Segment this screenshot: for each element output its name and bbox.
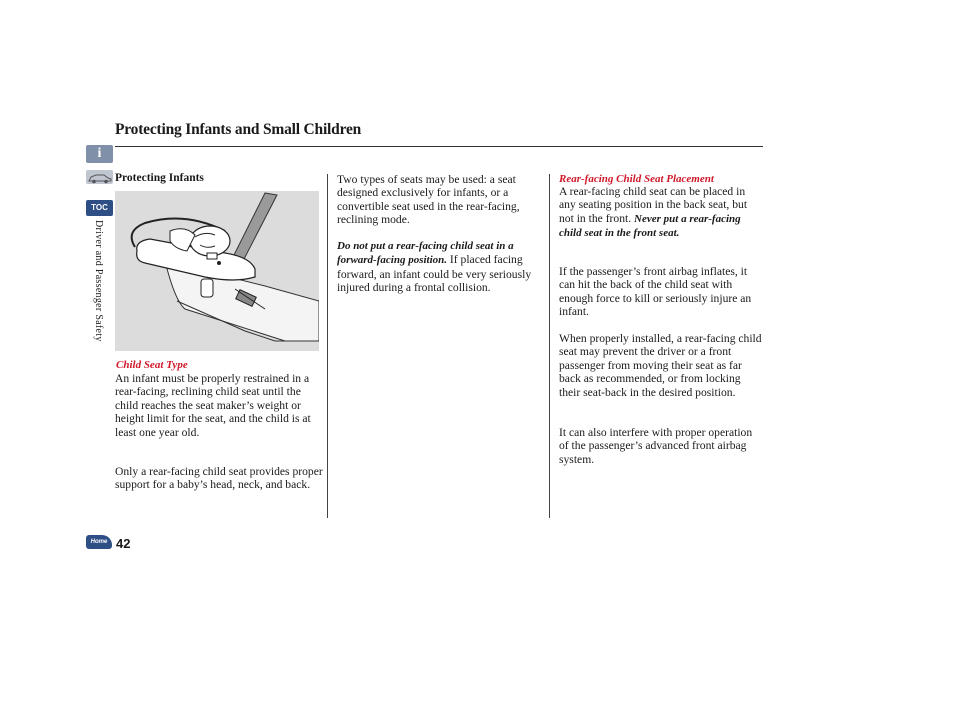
figure-caption: Child Seat Type (116, 359, 188, 371)
paragraph-text: A rear-facing child seat can be placed in any seating position in the back seat, but not in the front. (559, 185, 748, 225)
warning-emphasis: Never put a rear-facing child seat in the front seat. (559, 212, 741, 240)
warning-text: If placed facing forward, an infant could be very seriously injured during a frontal collision. (337, 253, 532, 295)
paragraph: If the passenger’s front airbag inflates, it can hit the back of the child seat with enough force to kill or seriously injure an infant. (559, 265, 752, 319)
section-label: Driver and Passenger Safety (93, 220, 104, 342)
column-divider (549, 174, 550, 518)
page-title: Protecting Infants and Small Children (115, 121, 362, 138)
home-button[interactable]: Home (86, 535, 112, 549)
car-icon[interactable] (86, 170, 113, 184)
title-divider (115, 146, 763, 147)
warning-emphasis: Do not put a rear-facing child seat in a forward-facing position. (337, 240, 514, 267)
child-seat-illustration (115, 191, 319, 351)
paragraph: It can also interfere with proper operation of the passenger’s advanced front airbag system. (559, 426, 753, 466)
info-icon[interactable]: i (86, 145, 113, 163)
warning-paragraph (337, 239, 542, 295)
paragraph: An infant must be properly restrained in a rear-facing, reclining child seat until the child reaches the seat maker’s weight or height limit for the seat, and the child is at least one year old. (115, 372, 311, 439)
paragraph: When properly installed, a rear-facing child seat may prevent the driver or a front passenger from moving their seat as far back as recommended, or from locking their seat-back in the desired position. (559, 332, 762, 399)
toc-button[interactable]: TOC (86, 200, 113, 216)
page-number: 42 (116, 536, 131, 551)
section-heading: Protecting Infants (115, 172, 204, 184)
section-subheading: Rear-facing Child Seat Placement (559, 173, 714, 185)
paragraph (559, 185, 764, 241)
column-divider (327, 174, 328, 518)
paragraph: Two types of seats may be used: a seat designed exclusively for infants, or a convertible seat used in the rear-facing, reclining mode. (337, 173, 520, 227)
paragraph: Only a rear-facing child seat provides proper support for a baby’s head, neck, and back. (115, 465, 323, 492)
